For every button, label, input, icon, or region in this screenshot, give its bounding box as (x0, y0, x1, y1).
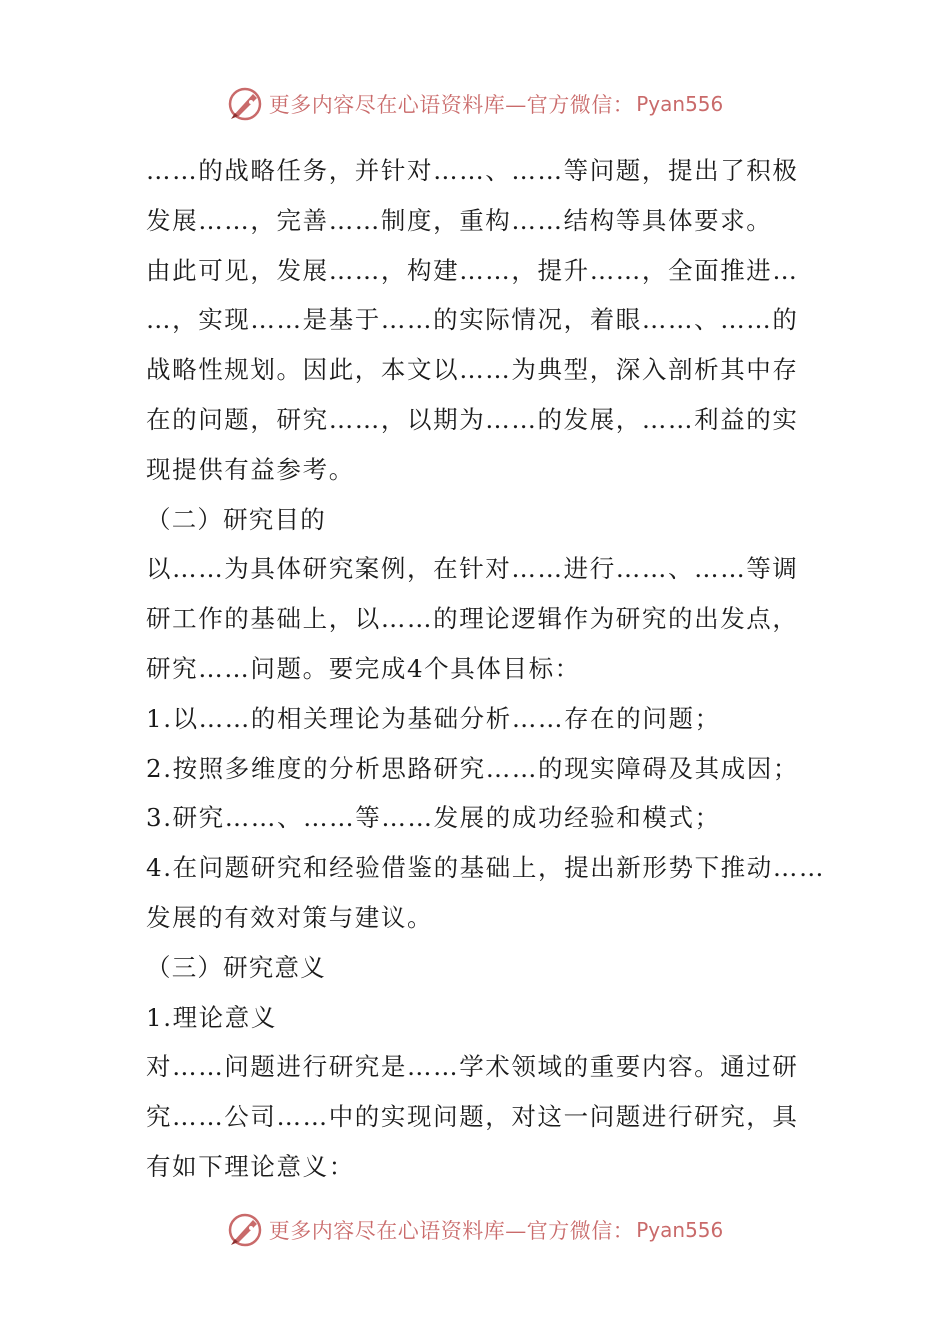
body-line: 研究……问题。要完成4个具体目标： (146, 653, 581, 683)
footer-banner (0, 1210, 950, 1250)
body-line: 对……问题进行研究是……学术领域的重要内容。通过研 (146, 1052, 799, 1082)
header-contact: Pyan556 (636, 92, 724, 116)
body-line: 由此可见，发展……，构建……，提升……，全面推进… (146, 255, 799, 285)
footer-contact: Pyan556 (636, 1218, 724, 1242)
footer-text: 更多内容尽在心语资料库—官方微信： (268, 1219, 635, 1243)
list-item: 4.在问题研究和经验借鉴的基础上，提出新形势下推动…… (146, 853, 826, 883)
header-banner (0, 84, 950, 124)
section-heading-significance: （三）研究意义 (146, 952, 326, 982)
pen-logo-icon (227, 1212, 263, 1248)
body-line: 在的问题，研究……，以期为……的发展，……利益的实 (146, 404, 799, 434)
pen-logo-icon (227, 86, 263, 122)
body-line: 现提供有益参考。 (146, 454, 355, 484)
list-item: 1.以……的相关理论为基础分析……存在的问题； (146, 703, 721, 733)
section-heading-purpose: （二）研究目的 (146, 504, 326, 534)
document-body (146, 146, 826, 1192)
body-line: 以……为具体研究案例，在针对……进行……、……等调 (146, 554, 799, 584)
body-line: 发展……，完善……制度，重构……结构等具体要求。 (146, 205, 773, 235)
subheading-theory: 1.理论意义 (146, 1002, 277, 1032)
body-line: 研工作的基础上，以……的理论逻辑作为研究的出发点， (146, 604, 799, 634)
body-line: ……的战略任务，并针对……、……等问题，提出了积极 (146, 156, 799, 185)
body-line: 究……公司……中的实现问题，对这一问题进行研究，具 (146, 1102, 799, 1132)
list-item: 3.研究……、……等……发展的成功经验和模式； (146, 803, 721, 833)
list-item: 2.按照多维度的分析思路研究……的现实障碍及其成因； (146, 753, 799, 783)
body-line: …，实现……是基于……的实际情况，着眼……、……的 (146, 305, 799, 335)
body-line: 有如下理论意义： (146, 1151, 355, 1181)
body-line: 战略性规划。因此，本文以……为典型，深入剖析其中存 (146, 355, 799, 385)
body-line: 发展的有效对策与建议。 (146, 902, 434, 932)
header-text: 更多内容尽在心语资料库—官方微信： (268, 93, 635, 117)
